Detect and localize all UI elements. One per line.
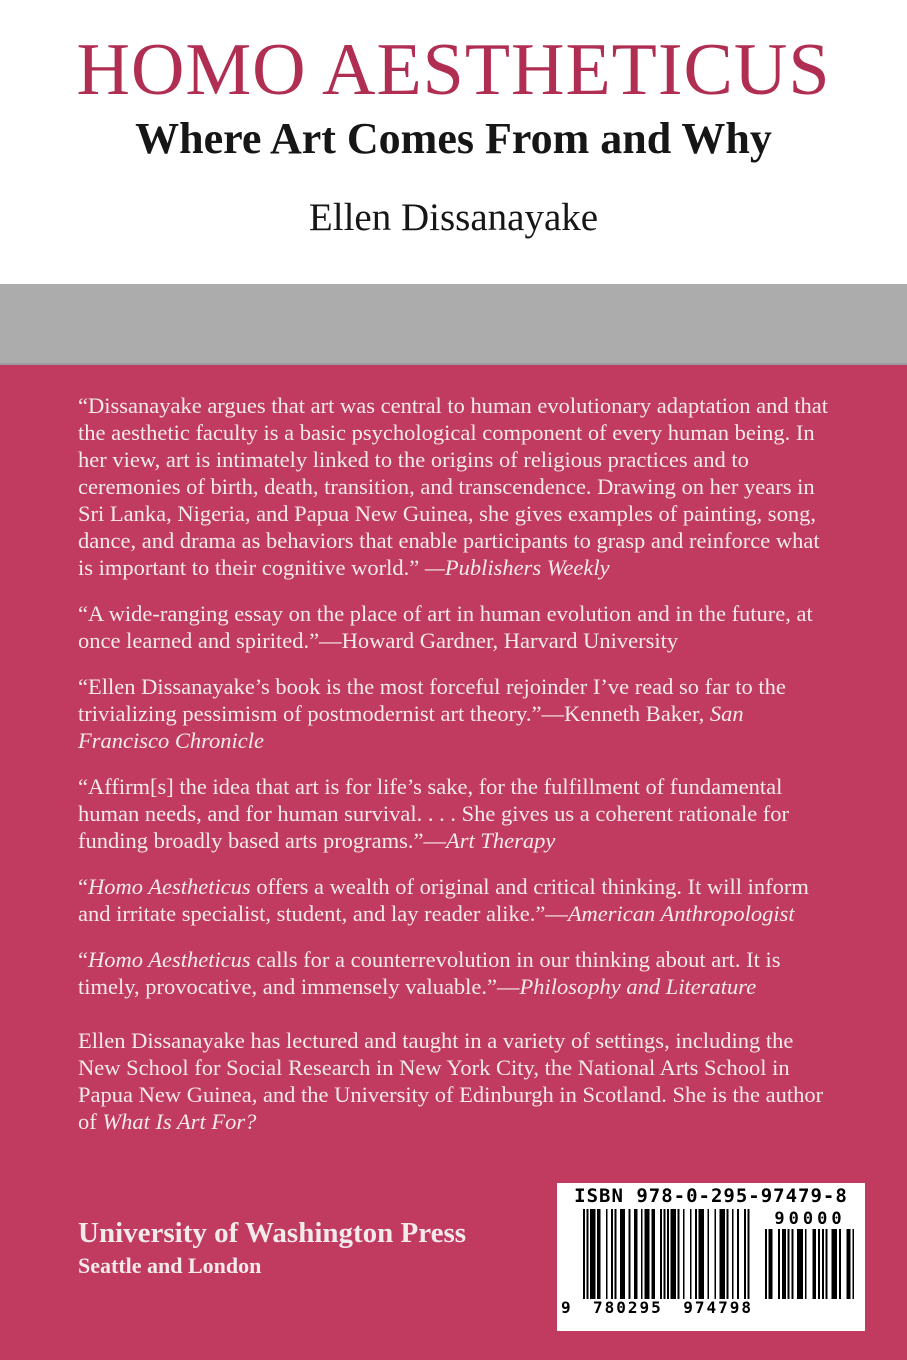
barcode-digit-group1: 780295 (593, 1298, 663, 1317)
review-quote: “Dissanayake argues that art was central to human evolutionary adaptation and that the aesthetic faculty is a basic psychological component of every human being. In her view, art is intimately linked to the origins of religious practices and to ceremonies of birth, death, transition, and transcendence. Drawing on her years in Sri Lanka, Nigeria, and Papua New Guinea, she gives examples of painting, song, dance, and drama as behaviors that enable participants to grasp and reinforce what is important to their cognitive world.” —Publishers Weekly (78, 393, 828, 580)
isbn-barcode-box (557, 1183, 865, 1331)
publisher-location: Seattle and London (78, 1253, 262, 1278)
barcode-digit-lead: 9 (561, 1298, 573, 1317)
review-quote: “Affirm[s] the idea that art is for life’s sake, for the fulfillment of fundamental human needs, and for human survival. . . . She gives us a coherent rationale for funding broadly based arts programs.”—Art Therapy (78, 774, 790, 853)
barcode-row (557, 1207, 865, 1316)
barcode-addon-label: 90000 (774, 1209, 846, 1229)
ean5-addon-area (763, 1209, 857, 1316)
gray-band-divider (0, 284, 907, 365)
barcode-digits (561, 1299, 753, 1316)
review-quote: “A wide-ranging essay on the place of art in human evolution and in the future, at once learned and spirited.”—Howard Gardner, Harvard University (78, 601, 813, 653)
book-author: Ellen Dissanayake (308, 196, 599, 239)
book-title: HOMO AESTHETICUS (76, 29, 831, 111)
review-quotes (0, 365, 907, 1135)
publisher-block (78, 1215, 466, 1281)
header (0, 0, 907, 284)
review-quote: “Homo Aestheticus calls for a counterrevolution in our thinking about art. It is timely, provocative, and immensely valuable.”—Philosophy and Literature (78, 947, 781, 999)
author-bio: Ellen Dissanayake has lectured and taught in a variety of settings, including the New School for Social Research in New York City, the National Arts School in Papua New Guinea, and the University of Edinburgh in Scotland. She is the author of What Is Art For? (78, 1028, 824, 1134)
review-quote: “Homo Aestheticus offers a wealth of original and critical thinking. It will inform and irritate specialist, student, and lay reader alike.”—American Anthropologist (78, 874, 809, 926)
publisher-name: University of Washington Press (78, 1217, 467, 1249)
barcode-digit-group2: 974798 (683, 1298, 753, 1317)
reviews-section (0, 365, 907, 1360)
review-quote: “Ellen Dissanayake’s book is the most forceful rejoinder I’ve read so far to the trivializing pessimism of postmodernist art theory.”—Kenneth Baker, San Francisco Chronicle (78, 674, 786, 753)
book-subtitle: Where Art Comes From and Why (135, 114, 772, 163)
ean13-barcode-area (561, 1209, 753, 1317)
isbn-label: ISBN 978-0-295-97479-8 (574, 1185, 848, 1207)
ean13-barcode (583, 1209, 751, 1299)
ean5-addon-barcode (763, 1229, 857, 1299)
